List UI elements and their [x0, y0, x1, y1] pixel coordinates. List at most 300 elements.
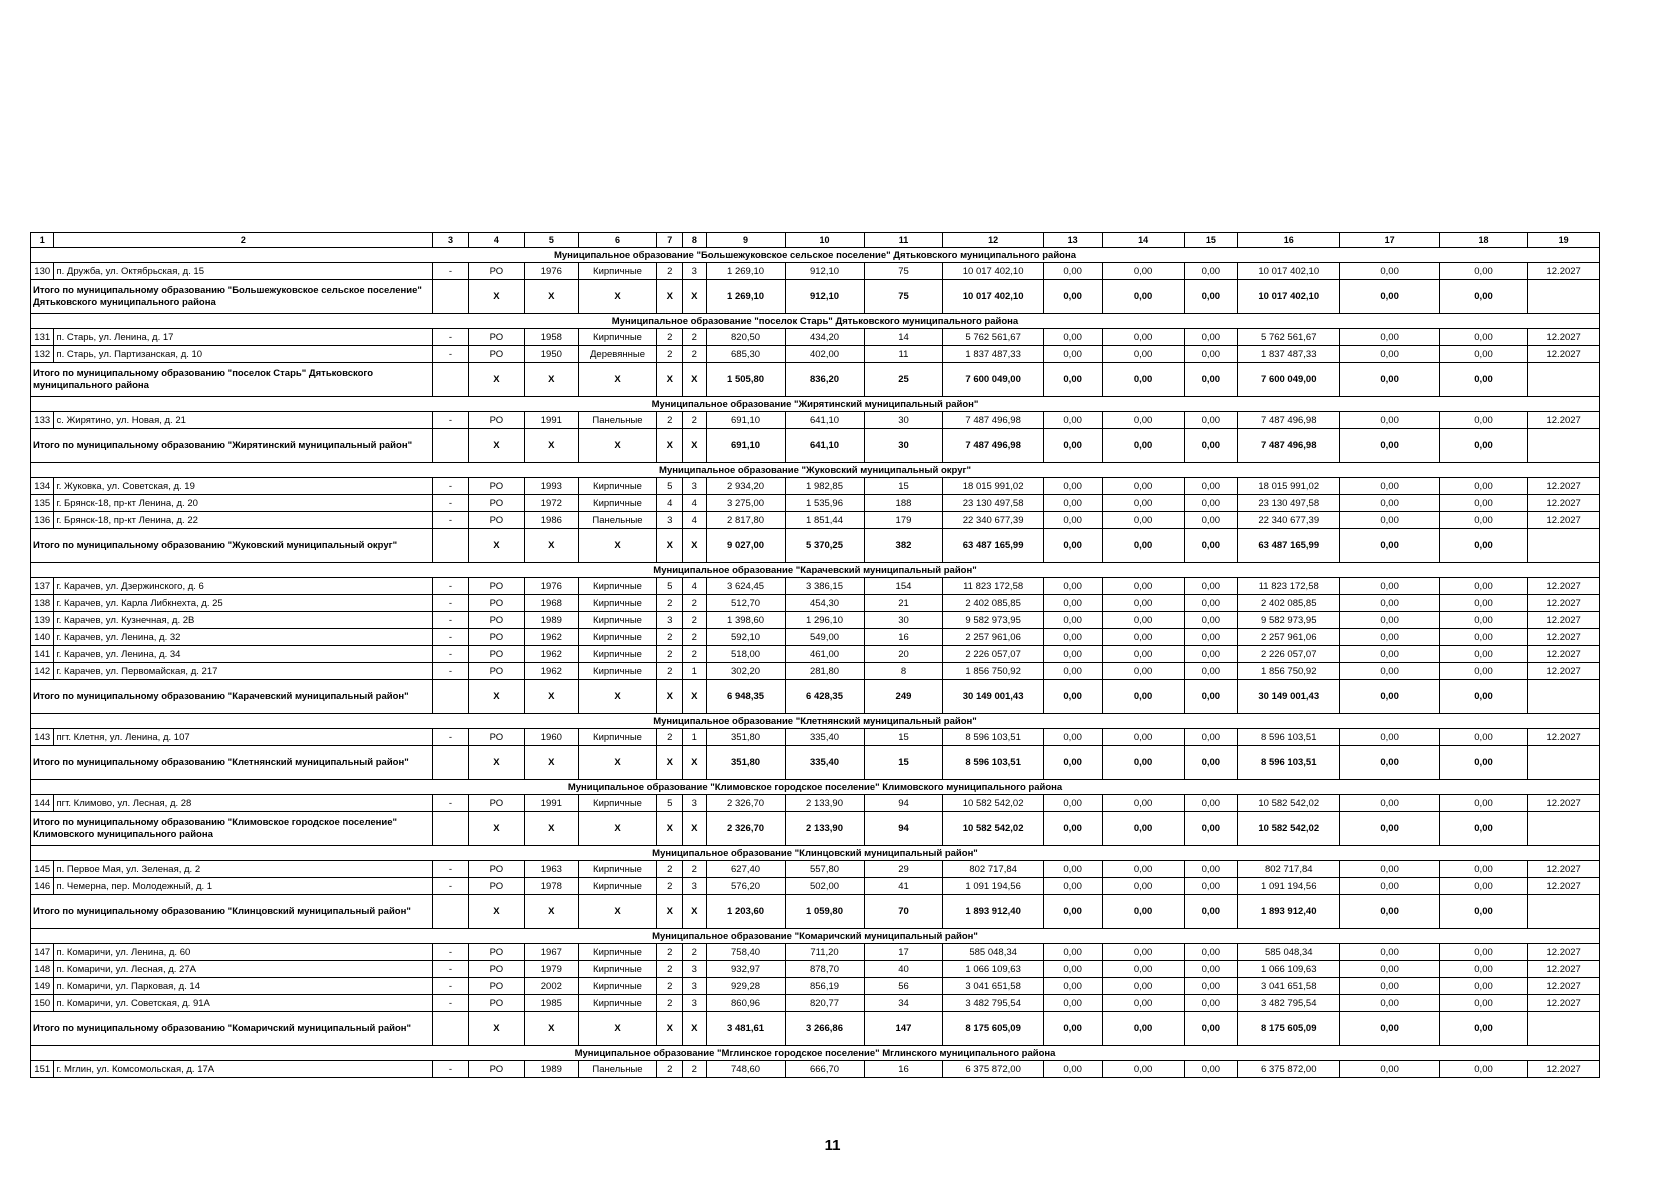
- column-number: 13: [1043, 233, 1102, 248]
- table-cell: 132: [31, 346, 54, 363]
- subtotal-label: Итого по муниципальному образованию "Жуковский муниципальный округ": [31, 529, 433, 563]
- table-row: [31, 612, 1600, 629]
- subtotal-cell: 0,00: [1340, 429, 1439, 463]
- table-cell: 2: [657, 629, 683, 646]
- table-cell: 136: [31, 512, 54, 529]
- subtotal-cell: X: [525, 1012, 578, 1046]
- table-cell: 335,40: [785, 729, 864, 746]
- table-cell: Кирпичные: [578, 878, 657, 895]
- subtotal-cell: 10 017 402,10: [943, 280, 1043, 314]
- subtotal-cell: X: [657, 429, 683, 463]
- table-cell: 0,00: [1184, 961, 1237, 978]
- column-number: 15: [1184, 233, 1237, 248]
- section-title: Муниципальное образование "Большежуковское сельское поселение" Дятьковского муниципального района: [31, 248, 1600, 263]
- subtotal-cell: 63 487 165,99: [943, 529, 1043, 563]
- subtotal-cell: 0,00: [1184, 429, 1237, 463]
- subtotal-cell: X: [657, 280, 683, 314]
- subtotal-cell: 147: [864, 1012, 943, 1046]
- table-cell: 131: [31, 329, 54, 346]
- table-cell: 2: [657, 646, 683, 663]
- subtotal-cell: 0,00: [1184, 1012, 1237, 1046]
- table-cell: 12.2027: [1528, 495, 1600, 512]
- table-cell: 3 041 651,58: [943, 978, 1043, 995]
- table-cell: 0,00: [1043, 795, 1102, 812]
- table-cell: 0,00: [1439, 595, 1528, 612]
- table-cell: 135: [31, 495, 54, 512]
- table-cell: 0,00: [1340, 795, 1439, 812]
- table-cell: 2 817,80: [706, 512, 785, 529]
- table-cell: 2: [683, 944, 706, 961]
- table-cell: 138: [31, 595, 54, 612]
- subtotal-cell: 351,80: [706, 746, 785, 780]
- table-cell: 12.2027: [1528, 861, 1600, 878]
- table-cell: -: [433, 629, 468, 646]
- table-row: [31, 861, 1600, 878]
- table-cell: 12.2027: [1528, 578, 1600, 595]
- subtotal-row: [31, 812, 1600, 846]
- table-cell: 1993: [525, 478, 578, 495]
- subtotal-cell: X: [468, 1012, 525, 1046]
- table-cell: Кирпичные: [578, 478, 657, 495]
- subtotal-row: [31, 746, 1600, 780]
- table-cell: 12.2027: [1528, 478, 1600, 495]
- subtotal-cell: 1 505,80: [706, 363, 785, 397]
- table-cell: -: [433, 329, 468, 346]
- subtotal-cell: 15: [864, 746, 943, 780]
- table-cell: 151: [31, 1061, 54, 1078]
- address-cell: п. Комаричи, ул. Лесная, д. 27А: [54, 961, 433, 978]
- subtotal-cell: [433, 680, 468, 714]
- subtotal-cell: X: [683, 363, 706, 397]
- subtotal-row: [31, 680, 1600, 714]
- subtotal-cell: 0,00: [1340, 529, 1439, 563]
- table-cell: РО: [468, 861, 525, 878]
- table-cell: 0,00: [1102, 578, 1184, 595]
- table-cell: 40: [864, 961, 943, 978]
- subtotal-cell: 1 893 912,40: [1238, 895, 1340, 929]
- table-row: [31, 263, 1600, 280]
- subtotal-cell: 10 582 542,02: [943, 812, 1043, 846]
- table-cell: 1963: [525, 861, 578, 878]
- table-cell: 0,00: [1439, 329, 1528, 346]
- table-cell: 0,00: [1184, 944, 1237, 961]
- subtotal-cell: X: [683, 429, 706, 463]
- table-cell: Кирпичные: [578, 646, 657, 663]
- column-number: 9: [706, 233, 785, 248]
- table-cell: -: [433, 412, 468, 429]
- subtotal-cell: X: [657, 363, 683, 397]
- subtotal-cell: X: [468, 429, 525, 463]
- table-cell: -: [433, 878, 468, 895]
- table-cell: 2: [657, 346, 683, 363]
- subtotal-cell: 0,00: [1184, 680, 1237, 714]
- subtotal-cell: [1528, 746, 1600, 780]
- housing-register-table: [30, 232, 1600, 1078]
- subtotal-cell: 0,00: [1439, 746, 1528, 780]
- subtotal-cell: [433, 529, 468, 563]
- subtotal-cell: X: [683, 529, 706, 563]
- table-cell: -: [433, 512, 468, 529]
- subtotal-cell: 0,00: [1340, 280, 1439, 314]
- table-cell: 143: [31, 729, 54, 746]
- table-cell: Деревянные: [578, 346, 657, 363]
- address-cell: п. Комаричи, ул. Парковая, д. 14: [54, 978, 433, 995]
- table-cell: 0,00: [1102, 1061, 1184, 1078]
- subtotal-cell: 0,00: [1102, 363, 1184, 397]
- subtotal-cell: 0,00: [1102, 429, 1184, 463]
- table-cell: 1979: [525, 961, 578, 978]
- address-cell: г. Мглин, ул. Комсомольская, д. 17А: [54, 1061, 433, 1078]
- table-cell: 0,00: [1102, 646, 1184, 663]
- table-cell: 0,00: [1340, 1061, 1439, 1078]
- table-cell: 148: [31, 961, 54, 978]
- table-cell: 2 934,20: [706, 478, 785, 495]
- table-cell: 12.2027: [1528, 329, 1600, 346]
- table-cell: 2: [657, 729, 683, 746]
- table-cell: 0,00: [1102, 495, 1184, 512]
- table-cell: 748,60: [706, 1061, 785, 1078]
- section-heading-row: [31, 314, 1600, 329]
- table-cell: 34: [864, 995, 943, 1012]
- section-title: Муниципальное образование "Климовское городское поселение" Климовского муниципального района: [31, 780, 1600, 795]
- table-cell: 1 851,44: [785, 512, 864, 529]
- subtotal-cell: X: [525, 529, 578, 563]
- table-cell: 0,00: [1102, 995, 1184, 1012]
- subtotal-label: Итого по муниципальному образованию "Карачевский муниципальный район": [31, 680, 433, 714]
- table-cell: 1976: [525, 578, 578, 595]
- subtotal-cell: 0,00: [1439, 429, 1528, 463]
- table-cell: РО: [468, 578, 525, 595]
- table-cell: 144: [31, 795, 54, 812]
- subtotal-cell: 249: [864, 680, 943, 714]
- table-row: [31, 478, 1600, 495]
- table-cell: 11 823 172,58: [1238, 578, 1340, 595]
- subtotal-cell: 0,00: [1340, 746, 1439, 780]
- table-cell: 1968: [525, 595, 578, 612]
- table-cell: 2: [657, 412, 683, 429]
- subtotal-cell: 0,00: [1043, 680, 1102, 714]
- subtotal-cell: 0,00: [1043, 895, 1102, 929]
- table-cell: 18 015 991,02: [1238, 478, 1340, 495]
- table-cell: 2: [683, 1061, 706, 1078]
- table-cell: 0,00: [1102, 595, 1184, 612]
- subtotal-cell: X: [468, 895, 525, 929]
- table-cell: 0,00: [1184, 646, 1237, 663]
- table-cell: 7 487 496,98: [1238, 412, 1340, 429]
- table-cell: 0,00: [1184, 729, 1237, 746]
- subtotal-cell: 7 487 496,98: [1238, 429, 1340, 463]
- table-cell: 10 017 402,10: [1238, 263, 1340, 280]
- table-cell: 0,00: [1184, 795, 1237, 812]
- table-cell: 557,80: [785, 861, 864, 878]
- table-cell: 10 582 542,02: [1238, 795, 1340, 812]
- subtotal-cell: 912,10: [785, 280, 864, 314]
- subtotal-row: [31, 363, 1600, 397]
- table-cell: 402,00: [785, 346, 864, 363]
- subtotal-cell: 0,00: [1439, 895, 1528, 929]
- table-cell: -: [433, 729, 468, 746]
- table-cell: 75: [864, 263, 943, 280]
- table-cell: 1 856 750,92: [943, 663, 1043, 680]
- table-cell: 5 762 561,67: [943, 329, 1043, 346]
- table-cell: 0,00: [1184, 263, 1237, 280]
- table-cell: 576,20: [706, 878, 785, 895]
- table-cell: 18 015 991,02: [943, 478, 1043, 495]
- table-cell: -: [433, 995, 468, 1012]
- address-cell: п. Комаричи, ул. Ленина, д. 60: [54, 944, 433, 961]
- subtotal-cell: 7 487 496,98: [943, 429, 1043, 463]
- table-cell: Панельные: [578, 1061, 657, 1078]
- subtotal-cell: 0,00: [1102, 529, 1184, 563]
- table-cell: 0,00: [1439, 878, 1528, 895]
- table-cell: 0,00: [1340, 663, 1439, 680]
- table-cell: 502,00: [785, 878, 864, 895]
- table-cell: -: [433, 578, 468, 595]
- table-cell: 3 275,00: [706, 495, 785, 512]
- subtotal-cell: [1528, 1012, 1600, 1046]
- table-cell: 12.2027: [1528, 595, 1600, 612]
- table-cell: 2 226 057,07: [1238, 646, 1340, 663]
- table-cell: 1 091 194,56: [943, 878, 1043, 895]
- table-row: [31, 878, 1600, 895]
- table-cell: 94: [864, 795, 943, 812]
- table-cell: Кирпичные: [578, 861, 657, 878]
- table-cell: 0,00: [1439, 978, 1528, 995]
- section-title: Муниципальное образование "Мглинское городское поселение" Мглинского муниципального района: [31, 1046, 1600, 1061]
- table-cell: 0,00: [1439, 795, 1528, 812]
- table-cell: 4: [683, 495, 706, 512]
- table-cell: 0,00: [1043, 944, 1102, 961]
- section-heading-row: [31, 248, 1600, 263]
- table-cell: 0,00: [1340, 995, 1439, 1012]
- table-cell: -: [433, 1061, 468, 1078]
- table-cell: 0,00: [1043, 612, 1102, 629]
- table-row: [31, 512, 1600, 529]
- table-cell: РО: [468, 944, 525, 961]
- table-cell: 0,00: [1102, 478, 1184, 495]
- address-cell: п. Чемерна, пер. Молодежный, д. 1: [54, 878, 433, 895]
- subtotal-cell: X: [578, 529, 657, 563]
- column-number: 11: [864, 233, 943, 248]
- subtotal-cell: X: [657, 680, 683, 714]
- table-cell: 0,00: [1439, 961, 1528, 978]
- subtotal-cell: 836,20: [785, 363, 864, 397]
- table-cell: 2: [657, 263, 683, 280]
- table-cell: 1950: [525, 346, 578, 363]
- table-cell: 11: [864, 346, 943, 363]
- table-cell: РО: [468, 978, 525, 995]
- table-cell: РО: [468, 629, 525, 646]
- subtotal-cell: [1528, 280, 1600, 314]
- table-cell: 2: [657, 978, 683, 995]
- table-cell: Панельные: [578, 512, 657, 529]
- table-cell: 2: [683, 646, 706, 663]
- table-cell: 2: [683, 861, 706, 878]
- table-cell: 15: [864, 729, 943, 746]
- table-cell: 2: [657, 995, 683, 1012]
- table-cell: 0,00: [1184, 412, 1237, 429]
- table-cell: 8: [864, 663, 943, 680]
- subtotal-cell: 1 893 912,40: [943, 895, 1043, 929]
- table-cell: РО: [468, 329, 525, 346]
- table-cell: 0,00: [1102, 944, 1184, 961]
- subtotal-cell: X: [525, 429, 578, 463]
- table-cell: 0,00: [1340, 729, 1439, 746]
- table-cell: 12.2027: [1528, 961, 1600, 978]
- table-cell: 0,00: [1184, 495, 1237, 512]
- table-cell: 7 487 496,98: [943, 412, 1043, 429]
- address-cell: г. Карачев, ул. Ленина, д. 32: [54, 629, 433, 646]
- column-number: 4: [468, 233, 525, 248]
- subtotal-cell: 1 059,80: [785, 895, 864, 929]
- table-cell: 5: [657, 478, 683, 495]
- table-cell: 2 326,70: [706, 795, 785, 812]
- subtotal-cell: 7 600 049,00: [943, 363, 1043, 397]
- subtotal-cell: 382: [864, 529, 943, 563]
- table-cell: 0,00: [1102, 878, 1184, 895]
- table-cell: 12.2027: [1528, 646, 1600, 663]
- section-heading-row: [31, 1046, 1600, 1061]
- table-row: [31, 646, 1600, 663]
- table-cell: 0,00: [1340, 412, 1439, 429]
- subtotal-cell: 0,00: [1102, 280, 1184, 314]
- table-row: [31, 795, 1600, 812]
- section-title: Муниципальное образование "Клинцовский муниципальный район": [31, 846, 1600, 861]
- subtotal-cell: X: [525, 280, 578, 314]
- table-cell: 0,00: [1043, 478, 1102, 495]
- address-cell: г. Карачев, ул. Карла Либкнехта, д. 25: [54, 595, 433, 612]
- table-cell: 0,00: [1439, 646, 1528, 663]
- table-cell: 12.2027: [1528, 612, 1600, 629]
- section-title: Муниципальное образование "Жуковский муниципальный округ": [31, 463, 1600, 478]
- table-cell: РО: [468, 995, 525, 1012]
- table-row: [31, 995, 1600, 1012]
- table-cell: 3: [683, 263, 706, 280]
- table-cell: 758,40: [706, 944, 785, 961]
- table-cell: 154: [864, 578, 943, 595]
- table-cell: 1967: [525, 944, 578, 961]
- table-cell: 137: [31, 578, 54, 595]
- section-heading-row: [31, 929, 1600, 944]
- table-cell: 2 257 961,06: [943, 629, 1043, 646]
- subtotal-cell: 0,00: [1184, 280, 1237, 314]
- address-cell: п. Старь, ул. Ленина, д. 17: [54, 329, 433, 346]
- table-cell: 16: [864, 629, 943, 646]
- subtotal-cell: X: [683, 1012, 706, 1046]
- subtotal-cell: 1 203,60: [706, 895, 785, 929]
- subtotal-label: Итого по муниципальному образованию "Клинцовский муниципальный район": [31, 895, 433, 929]
- column-number: 6: [578, 233, 657, 248]
- table-cell: 3 386,15: [785, 578, 864, 595]
- table-cell: 2: [657, 878, 683, 895]
- table-cell: 8 596 103,51: [1238, 729, 1340, 746]
- column-number: 1: [31, 233, 54, 248]
- table-cell: 3: [683, 995, 706, 1012]
- subtotal-cell: 691,10: [706, 429, 785, 463]
- table-cell: 9 582 973,95: [1238, 612, 1340, 629]
- subtotal-cell: 30 149 001,43: [1238, 680, 1340, 714]
- table-cell: 932,97: [706, 961, 785, 978]
- table-cell: 0,00: [1043, 646, 1102, 663]
- table-cell: 5: [657, 578, 683, 595]
- table-cell: 3: [683, 878, 706, 895]
- column-number: 3: [433, 233, 468, 248]
- table-cell: 12.2027: [1528, 795, 1600, 812]
- table-cell: 0,00: [1043, 878, 1102, 895]
- table-cell: 0,00: [1184, 878, 1237, 895]
- column-number: 2: [54, 233, 433, 248]
- table-cell: 0,00: [1439, 861, 1528, 878]
- table-cell: 1986: [525, 512, 578, 529]
- table-cell: 0,00: [1043, 578, 1102, 595]
- table-cell: 1 837 487,33: [943, 346, 1043, 363]
- table-cell: -: [433, 861, 468, 878]
- section-heading-row: [31, 846, 1600, 861]
- table-cell: 12.2027: [1528, 1061, 1600, 1078]
- table-cell: 0,00: [1043, 663, 1102, 680]
- table-cell: 140: [31, 629, 54, 646]
- subtotal-cell: 2 133,90: [785, 812, 864, 846]
- table-cell: -: [433, 612, 468, 629]
- table-cell: 8 596 103,51: [943, 729, 1043, 746]
- table-cell: 1962: [525, 663, 578, 680]
- table-cell: 0,00: [1043, 995, 1102, 1012]
- table-cell: 627,40: [706, 861, 785, 878]
- table-cell: 2: [683, 612, 706, 629]
- table-cell: 0,00: [1340, 495, 1439, 512]
- table-cell: 12.2027: [1528, 629, 1600, 646]
- table-row: [31, 663, 1600, 680]
- table-cell: 0,00: [1184, 861, 1237, 878]
- table-cell: 5 762 561,67: [1238, 329, 1340, 346]
- table-cell: 302,20: [706, 663, 785, 680]
- table-cell: 2 226 057,07: [943, 646, 1043, 663]
- table-cell: 1962: [525, 629, 578, 646]
- table-cell: -: [433, 263, 468, 280]
- table-cell: 0,00: [1439, 478, 1528, 495]
- subtotal-label: Итого по муниципальному образованию "поселок Старь" Дятьковского муниципального района: [31, 363, 433, 397]
- table-body: [31, 233, 1600, 1078]
- subtotal-row: [31, 529, 1600, 563]
- table-cell: 0,00: [1102, 795, 1184, 812]
- subtotal-row: [31, 1012, 1600, 1046]
- table-cell: 22 340 677,39: [1238, 512, 1340, 529]
- table-cell: 22 340 677,39: [943, 512, 1043, 529]
- table-cell: 0,00: [1043, 263, 1102, 280]
- table-cell: РО: [468, 512, 525, 529]
- table-cell: 12.2027: [1528, 878, 1600, 895]
- table-cell: 1960: [525, 729, 578, 746]
- table-cell: -: [433, 944, 468, 961]
- subtotal-cell: X: [578, 895, 657, 929]
- subtotal-cell: X: [578, 429, 657, 463]
- table-cell: 0,00: [1439, 944, 1528, 961]
- table-cell: 2: [657, 961, 683, 978]
- subtotal-label: Итого по муниципальному образованию "Комаричский муниципальный район": [31, 1012, 433, 1046]
- table-cell: 592,10: [706, 629, 785, 646]
- subtotal-cell: 63 487 165,99: [1238, 529, 1340, 563]
- table-cell: 1991: [525, 412, 578, 429]
- table-cell: 2 402 085,85: [943, 595, 1043, 612]
- address-cell: г. Жуковка, ул. Советская, д. 19: [54, 478, 433, 495]
- subtotal-cell: X: [683, 680, 706, 714]
- table-cell: -: [433, 346, 468, 363]
- subtotal-cell: X: [578, 363, 657, 397]
- table-cell: 10 582 542,02: [943, 795, 1043, 812]
- subtotal-cell: X: [578, 280, 657, 314]
- table-cell: 0,00: [1439, 1061, 1528, 1078]
- table-cell: 0,00: [1184, 512, 1237, 529]
